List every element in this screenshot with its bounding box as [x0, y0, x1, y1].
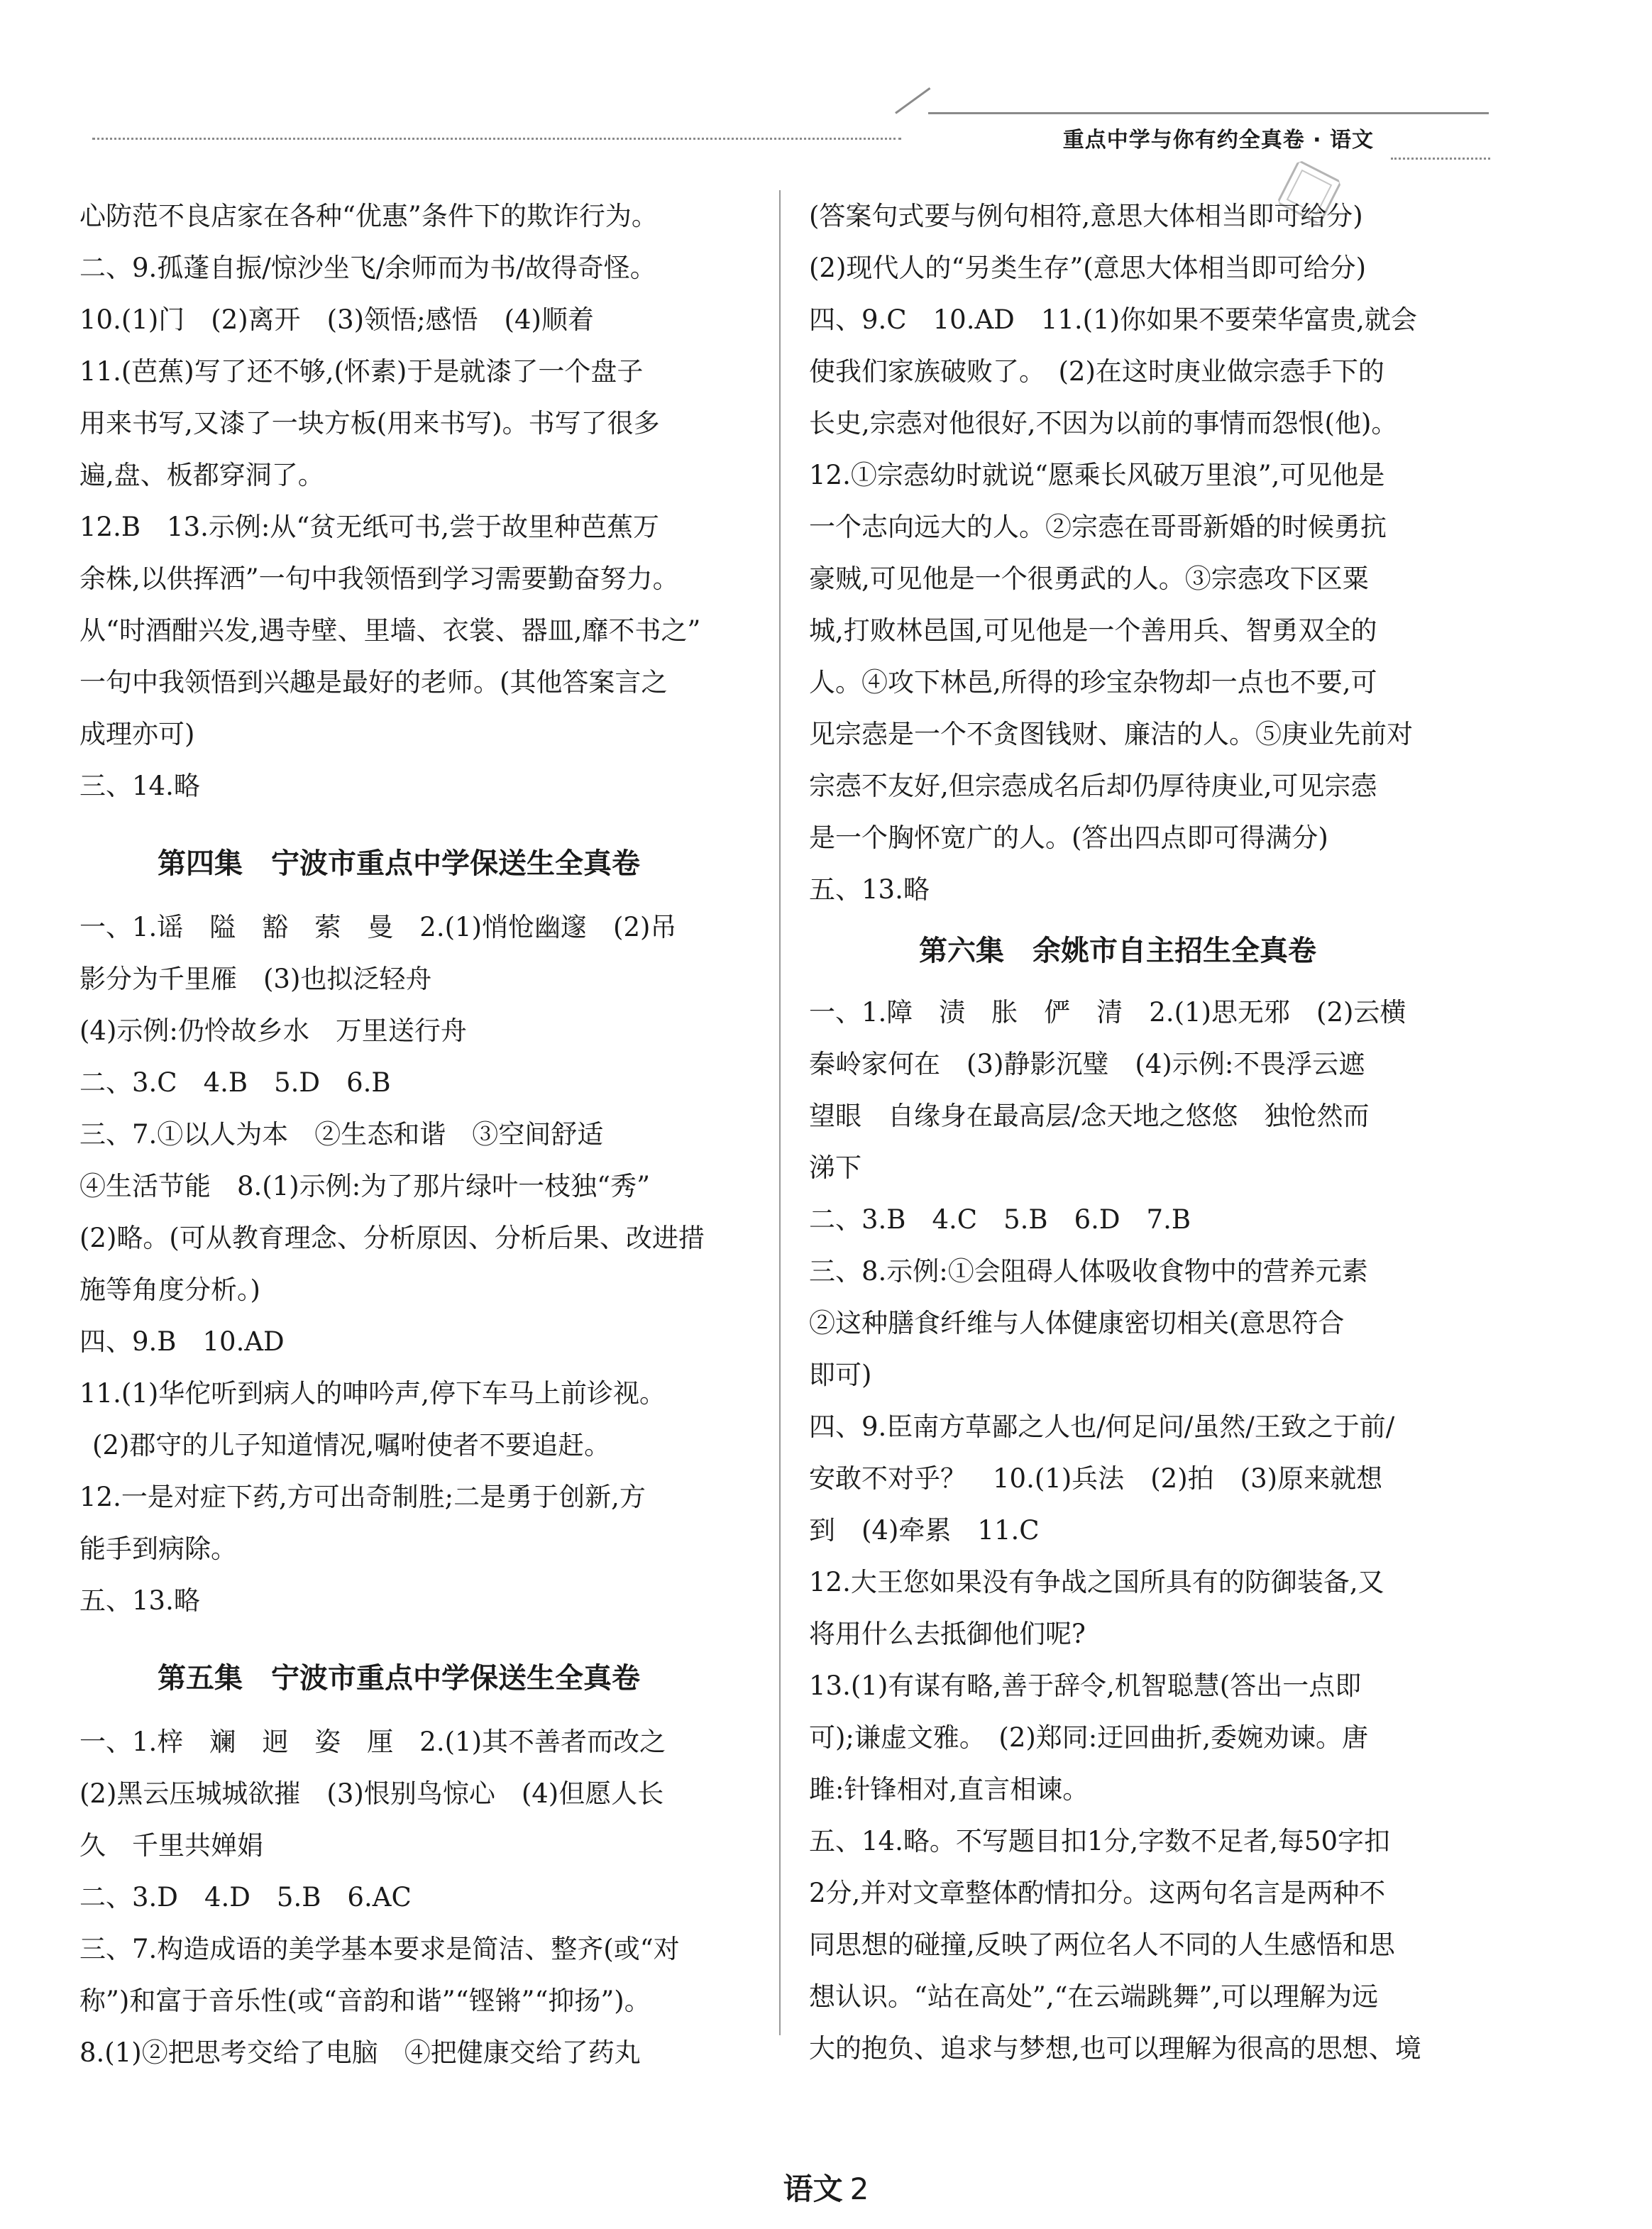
- answer-line: 遍,盘、板都穿洞了。: [79, 460, 324, 490]
- footer-subject-label: 语文: [783, 2172, 843, 2206]
- answer-line: 将用什么去抵御他们呢?: [809, 1619, 1086, 1649]
- answer-line: 一个志向远大的人。②宗悫在哥哥新婚的时候勇抗: [809, 512, 1387, 542]
- answer-line: 涕下: [809, 1152, 861, 1183]
- right-answer-column: [809, 190, 1490, 2074]
- answer-line: 长史,宗悫对他很好,不因为以前的事情而怨恨(他)。: [809, 408, 1398, 439]
- answer-line: 从“时酒酣兴发,遇寺壁、里墙、衣裳、器皿,靡不书之”: [79, 615, 701, 646]
- answer-line: 施等角度分析。): [79, 1275, 260, 1305]
- answer-line: 二、3.D 4.D 5.B 6.AC: [79, 1882, 412, 1912]
- answer-line: 到 (4)牵累 11.C: [809, 1515, 1040, 1546]
- answer-line: 8.(1)②把思考交给了电脑 ④把健康交给了药丸: [79, 2037, 641, 2068]
- section-heading: 第六集 余姚市自主招生全真卷: [919, 935, 1316, 967]
- answer-line: 三、7.构造成语的美学基本要求是简洁、整齐(或“对: [79, 1934, 680, 1964]
- answer-line: 二、3.B 4.C 5.B 6.D 7.B: [809, 1204, 1191, 1235]
- answer-line: 人。④攻下林邑,所得的珍宝杂物却一点也不要,可: [809, 667, 1377, 698]
- answer-line: (答案句式要与例句相符,意思大体相当即可给分): [809, 201, 1363, 231]
- answer-line: (2)黑云压城城欲摧 (3)恨别鸟惊心 (4)但愿人长: [79, 1778, 664, 1809]
- answer-line: 二、9.孤蓬自振/惊沙坐飞/余师而为书/故得奇怪。: [79, 253, 656, 283]
- answer-line: 称”)和富于音乐性(或“音韵和谐”“铿锵”“抑扬”)。: [79, 1986, 651, 2016]
- answer-line: 12.一是对症下药,方可出奇制胜;二是勇于创新,方: [79, 1482, 646, 1512]
- answer-line: 望眼 自缘身在最高层/念天地之悠悠 独怆然而: [809, 1101, 1370, 1131]
- header-rule-dots-right: [1391, 158, 1490, 160]
- header-rule-top: [928, 112, 1489, 114]
- header-rule-slant: [895, 87, 930, 114]
- answer-line: 是一个胸怀宽广的人。(答出四点即可得满分): [809, 822, 1328, 853]
- answer-line: 13.(1)有谋有略,善于辞令,机智聪慧(答出一点即: [809, 1671, 1362, 1701]
- answer-line: 大的抱负、追求与梦想,也可以理解为很高的思想、境: [809, 2033, 1421, 2064]
- answer-line: 见宗悫是一个不贪图钱财、廉洁的人。⑤庚业先前对: [809, 719, 1413, 749]
- answer-line: 想认识。“站在高处”,“在云端跳舞”,可以理解为远: [809, 1981, 1379, 2012]
- answer-line: 秦岭家何在 (3)静影沉璧 (4)示例:不畏浮云遮: [809, 1049, 1365, 1079]
- answer-line: (4)示例:仍怜故乡水 万里送行舟: [79, 1016, 467, 1046]
- answer-line: 一句中我领悟到兴趣是最好的老师。(其他答案言之: [79, 667, 668, 698]
- section-spacer: [79, 812, 761, 826]
- answer-line: 同思想的碰撞,反映了两位名人不同的人生感悟和思: [809, 1930, 1395, 1960]
- answer-line: 一、1.障 渍 胀 俨 清 2.(1)思无邪 (2)云横: [809, 997, 1406, 1028]
- answer-line: (2)郡守的儿子知道情况,嘱咐使者不要追赶。: [92, 1430, 611, 1460]
- answer-line: 久 千里共婵娟: [79, 1830, 263, 1861]
- answer-line: 三、14.略: [79, 771, 200, 801]
- answer-line: 2分,并对文章整体酌情扣分。这两句名言是两种不: [809, 1878, 1386, 1908]
- answer-line: 安敢不对乎？ 10.(1)兵法 (2)拍 (3)原来就想: [809, 1463, 1383, 1494]
- answer-line: 豪贼,可见他是一个很勇武的人。③宗悫攻下区粟: [809, 563, 1369, 594]
- answer-line: 三、7.①以人为本 ②生态和谐 ③空间舒适: [79, 1119, 604, 1150]
- header-rule-dotted: [92, 138, 901, 140]
- answer-line: ④生活节能 8.(1)示例:为了那片绿叶一枝独“秀”: [79, 1171, 651, 1201]
- answer-line: 余株,以供挥洒”一句中我领悟到学习需要勤奋努力。: [79, 563, 679, 594]
- answer-line: 二、3.C 4.B 5.D 6.B: [79, 1067, 391, 1098]
- answer-line: (2)略。(可从教育理念、分析原因、分析后果、改进措: [79, 1223, 705, 1253]
- answer-line: 一、1.谣 隘 豁 萦 曼 2.(1)悄怆幽邃 (2)吊: [79, 912, 677, 942]
- answer-line: ②这种膳食纤维与人体健康密切相关(意思符合: [809, 1308, 1345, 1338]
- answer-line: 五、13.略: [809, 874, 930, 905]
- answer-line: 能手到病除。: [79, 1534, 237, 1564]
- page-footer: [0, 2166, 1652, 2208]
- answer-line: 五、13.略: [79, 1585, 200, 1616]
- answer-line: 可);谦虚文雅。 (2)郑同:迂回曲折,委婉劝谏。唐: [809, 1722, 1369, 1753]
- answer-line: 一、1.梓 斓 迥 姿 厘 2.(1)其不善者而改之: [79, 1727, 666, 1757]
- answer-line: 心防范不良店家在各种“优惠”条件下的欺诈行为。: [79, 201, 658, 231]
- header-title: 重点中学与你有约全真卷 · 语文: [1062, 128, 1374, 153]
- answer-line: 四、9.C 10.AD 11.(1)你如果不要荣华富贵,就会: [809, 304, 1417, 335]
- answer-line: 四、9.臣南方草鄙之人也/何足问/虽然/王致之于前/: [809, 1411, 1395, 1442]
- section-heading: 第五集 宁波市重点中学保送生全真卷: [158, 1662, 640, 1695]
- footer-page-number: 2: [849, 2172, 869, 2206]
- answer-line: 宗悫不友好,但宗悫成名后却仍厚待庚业,可见宗悫: [809, 771, 1377, 801]
- answer-line: 成理亦可): [79, 719, 195, 749]
- answer-line: (2)现代人的“另类生存”(意思大体相当即可给分): [809, 253, 1367, 283]
- answer-line: 四、9.B 10.AD: [79, 1326, 285, 1357]
- answer-line: 用来书写,又漆了一块方板(用来书写)。书写了很多: [79, 408, 660, 439]
- answer-line: 12.大王您如果没有争战之国所具有的防御装备,又: [809, 1567, 1384, 1597]
- answer-line: 即可): [809, 1360, 872, 1390]
- answer-line: 11.(1)华佗听到病人的呻吟声,停下车马上前诊视。: [79, 1378, 666, 1409]
- answer-line: 12.①宗悫幼时就说“愿乘长风破万里浪”,可见他是: [809, 460, 1385, 490]
- answer-line: 使我们家族破败了。 (2)在这时庚业做宗悫手下的: [809, 356, 1384, 387]
- section-spacer: [79, 1627, 761, 1641]
- answer-line: 影分为千里雁 (3)也拟泛轻舟: [79, 964, 432, 994]
- answer-line: 11.(芭蕉)写了还不够,(怀素)于是就漆了一个盘子: [79, 356, 644, 387]
- answer-line: 12.B 13.示例:从“贫无纸可书,尝于故里种芭蕉万: [79, 512, 660, 542]
- answer-line: 10.(1)门 (2)离开 (3)领悟;感悟 (4)顺着: [79, 304, 594, 335]
- answer-line: 五、14.略。不写题目扣1分,字数不足者,每50字扣: [809, 1826, 1390, 1856]
- column-divider: [779, 190, 781, 2035]
- left-answer-column: [79, 190, 761, 2079]
- answer-line: 雎:针锋相对,直言相谏。: [809, 1774, 1089, 1805]
- section-heading: 第四集 宁波市重点中学保送生全真卷: [158, 847, 640, 880]
- answer-line: 三、8.示例:①会阻碍人体吸收食物中的营养元素: [809, 1256, 1368, 1287]
- answer-line: 城,打败林邑国,可见他是一个善用兵、智勇双全的: [809, 615, 1377, 646]
